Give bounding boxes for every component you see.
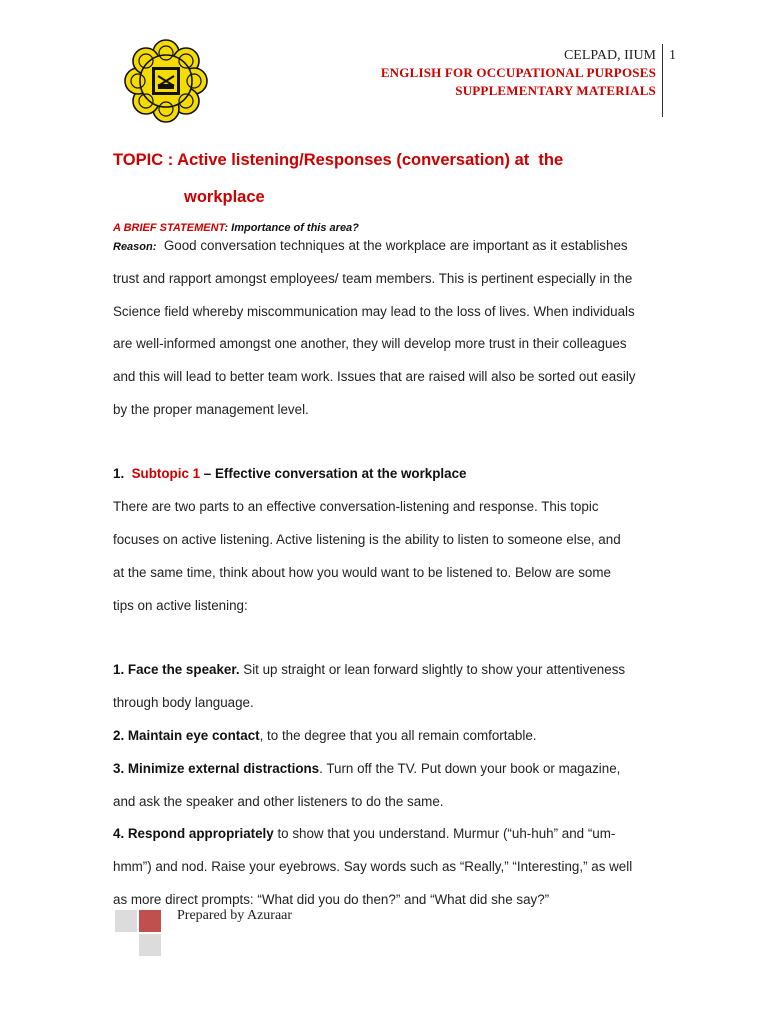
tip-2 — [113, 728, 537, 743]
iium-logo — [118, 38, 214, 124]
tip-4-line2: hmm”) and nod. Raise your eyebrows. Say words such as “Really,” “Interesting,” as well — [113, 859, 633, 874]
brief-statement — [113, 222, 359, 234]
tip-4-text: to show that you understand. Murmur (“uh-huh” and “um- — [273, 826, 616, 841]
subtopic-title: – Effective conversation at the workplace — [200, 466, 467, 481]
brief-statement-label: A BRIEF STATEMENT — [113, 222, 225, 234]
intro-line: at the same time, think about how you would want to be listened to. Below are some — [113, 565, 611, 580]
intro-line: tips on active listening: — [113, 598, 248, 613]
tip-3-line2: and ask the speaker and other listeners to do the same. — [113, 794, 444, 809]
header-title-line2: SUPPLEMENTARY MATERIALS — [455, 83, 656, 98]
tip-3 — [113, 761, 620, 776]
tip-4-heading: 4. Respond appropriately — [113, 826, 274, 841]
reason-line: are well-informed amongst one another, they will develop more trust in their colleagues — [113, 336, 627, 351]
reason-line — [113, 238, 628, 255]
brief-statement-question: : Importance of this area? — [224, 222, 359, 234]
topic-title-line1: TOPIC : Active listening/Responses (conversation) at the — [113, 151, 564, 169]
footer-square-grey — [139, 934, 161, 956]
intro-line: focuses on active listening. Active listening is the ability to listen to someone else, and — [113, 532, 621, 547]
tip-1-text: Sit up straight or lean forward slightly to show your attentiveness — [239, 662, 626, 677]
header-org: CELPAD, IIUM — [563, 48, 656, 63]
tip-1-heading: 1. Face the speaker. — [113, 662, 240, 677]
footer-square-red — [139, 910, 161, 932]
reason-text: Good conversation techniques at the workplace are important as it establishes — [163, 238, 628, 253]
tip-1 — [113, 662, 625, 677]
tip-3-text: . Turn off the TV. Put down your book or magazine, — [319, 761, 621, 776]
subtopic-number: 1. — [113, 466, 125, 481]
page-number: 1 — [669, 48, 676, 63]
footer-square-grey — [115, 910, 137, 932]
subtopic-label: Subtopic 1 — [131, 466, 201, 481]
tip-2-heading: 2. Maintain eye contact — [113, 728, 260, 743]
topic-title-line2: workplace — [184, 188, 265, 206]
document-header — [381, 47, 656, 100]
tip-1-line2: through body language. — [113, 695, 254, 710]
header-divider — [662, 44, 663, 117]
reason-line: trust and rapport amongst employees/ team members. This is pertinent especially in the — [113, 271, 633, 286]
header-title-line1: ENGLISH FOR OCCUPATIONAL PURPOSES — [380, 65, 656, 80]
reason-label: Reason: — [113, 241, 157, 253]
tip-4 — [113, 826, 615, 841]
tip-3-heading: 3. Minimize external distractions — [113, 761, 320, 776]
footer-prepared-by: Prepared by Azuraar — [177, 908, 293, 923]
reason-line: by the proper management level. — [113, 402, 309, 417]
tip-4-line3: as more direct prompts: “What did you do then?” and “What did she say?” — [113, 892, 550, 907]
intro-line: There are two parts to an effective conversation-listening and response. This topic — [113, 499, 599, 514]
reason-line: Science field whereby miscommunication may lead to the loss of lives. When individuals — [113, 304, 635, 319]
tip-2-text: , to the degree that you all remain comfortable. — [259, 728, 537, 743]
subtopic-heading — [113, 466, 467, 481]
reason-line: and this will lead to better team work. Issues that are raised will also be sorted out easily — [113, 369, 636, 384]
